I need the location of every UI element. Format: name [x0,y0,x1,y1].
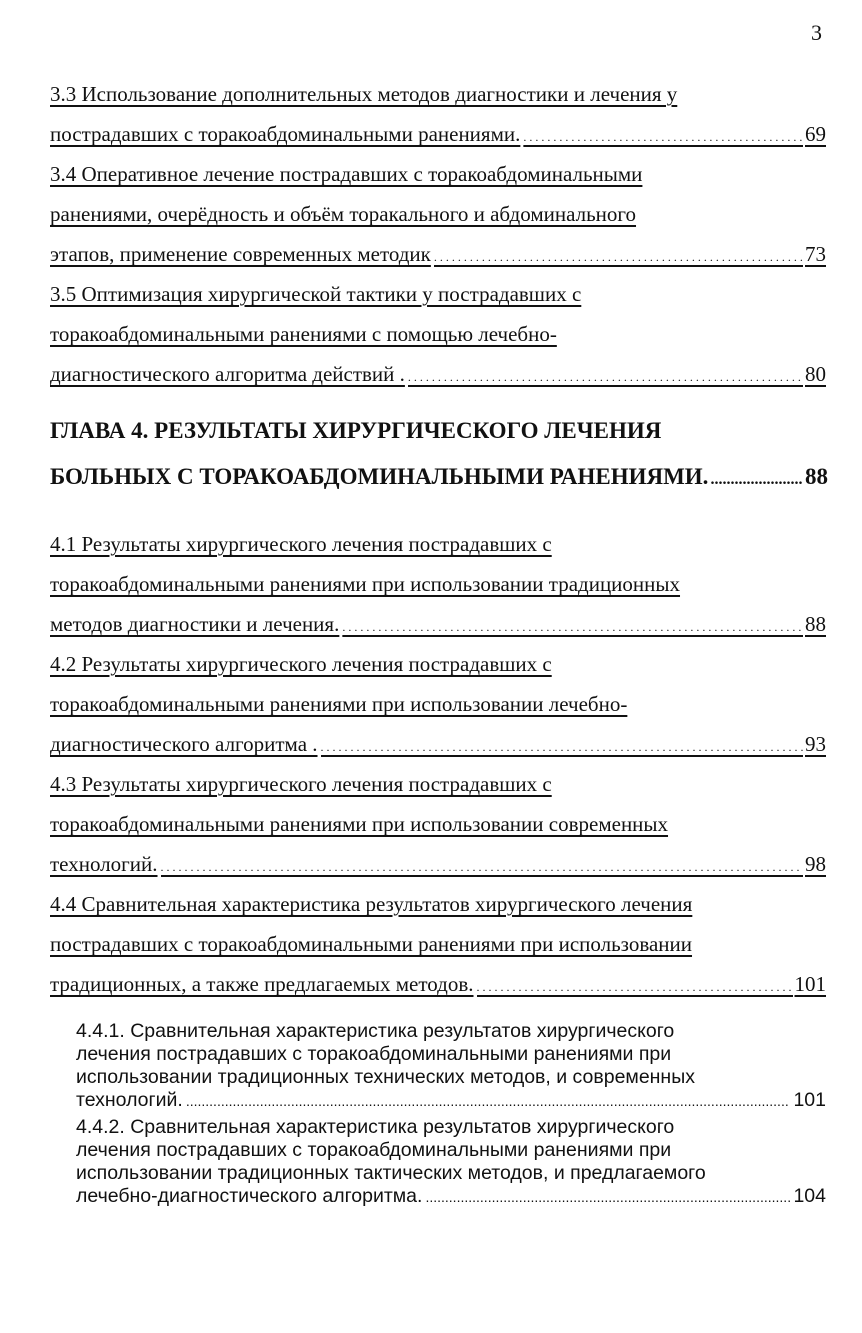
toc-line: 3.4 Оперативное лечение пострадавших с торакоабдоминальными [50,162,643,186]
toc-line: лечебно-диагностического алгоритма. [76,1185,423,1207]
toc-line: торакоабдоминальными ранениями с помощью лечебно- [50,322,557,346]
toc-line: 3.5 Оптимизация хирургической тактики у пострадавших с [50,282,582,306]
leader-dots [161,852,803,877]
toc-line: 4.2 Результаты хирургического лечения пострадавших с [50,652,552,676]
toc-entry-4-4-2[interactable] [76,1116,826,1208]
toc-line: диагностического алгоритма . [50,732,318,756]
toc-line: торакоабдоминальными ранениями при использовании лечебно- [50,692,628,716]
toc-page: 93 [805,732,826,756]
leader-dots [477,972,793,997]
leader-dots [186,1089,791,1112]
toc-line: пострадавших с торакоабдоминальными ранениями при использовании [50,932,693,956]
toc-line: торакоабдоминальными ранениями при использовании современных [50,812,669,836]
toc-line: технологий. [76,1089,183,1111]
toc-line: пострадавших с торакоабдоминальными ранениями. [50,122,521,146]
toc-entry-4-3[interactable] [50,772,826,892]
leader-dots [710,464,803,490]
chapter-page: 88 [805,464,828,489]
toc-line: 4.4 Сравнительная характеристика результатов хирургического лечения [50,892,693,916]
toc-line: лечения пострадавших с торакоабдоминальными ранениями при [76,1139,672,1161]
leader-dots [434,242,803,267]
toc-line: традиционных, а также предлагаемых методов. [50,972,474,996]
toc-line: этапов, применение современных методик [50,242,431,266]
toc-line: 4.1 Результаты хирургического лечения пострадавших с [50,532,552,556]
leader-dots [342,612,803,637]
toc-page: 69 [805,122,826,146]
toc-page: 104 [793,1185,826,1207]
toc-page: 80 [805,362,826,386]
leader-dots [425,1185,790,1208]
toc-entry-3-4[interactable] [50,162,826,282]
leader-dots [523,122,803,147]
toc-page: 101 [793,1089,826,1111]
toc-entry-4-4[interactable] [50,892,826,1012]
toc-line: диагностического алгоритма действий . [50,362,405,386]
toc-line: 3.3 Использование дополнительных методов диагностики и лечения у [50,82,678,106]
toc-entry-4-1[interactable] [50,532,826,652]
toc-line: использовании традиционных технических методов, и современных [76,1066,695,1088]
toc-line: 4.4.1. Сравнительная характеристика результатов хирургического [76,1020,675,1042]
toc-entry-3-5[interactable] [50,282,826,402]
toc-page: 98 [805,852,826,876]
chapter-title-line: ГЛАВА 4. РЕЗУЛЬТАТЫ ХИРУРГИЧЕСКОГО ЛЕЧЕНИЯ [50,418,662,443]
leader-dots [408,362,803,387]
toc-page: 101 [794,972,826,996]
toc-page: 88 [805,612,826,636]
toc-line: 4.3 Результаты хирургического лечения пострадавших с [50,772,552,796]
toc-entry-4-2[interactable] [50,652,826,772]
chapter-heading[interactable] [50,418,828,510]
toc-line: методов диагностики и лечения. [50,612,340,636]
toc-line: ранениями, очерёдность и объём торакального и абдоминального [50,202,637,226]
toc-line: торакоабдоминальными ранениями при использовании традиционных [50,572,681,596]
toc-line: использовании традиционных тактических методов, и предлагаемого [76,1162,706,1184]
toc-entry-4-4-1[interactable] [76,1020,826,1112]
toc-line: технологий. [50,852,158,876]
leader-dots [321,732,803,757]
toc-line: 4.4.2. Сравнительная характеристика результатов хирургического [76,1116,675,1138]
chapter-title-line: БОЛЬНЫХ С ТОРАКОАБДОМИНАЛЬНЫМИ РАНЕНИЯМИ. [50,464,709,489]
toc-line: лечения пострадавших с торакоабдоминальными ранениями при [76,1043,672,1065]
page-number: 3 [811,20,822,45]
toc-entry-3-3[interactable] [50,82,826,162]
toc-page: 73 [805,242,826,266]
